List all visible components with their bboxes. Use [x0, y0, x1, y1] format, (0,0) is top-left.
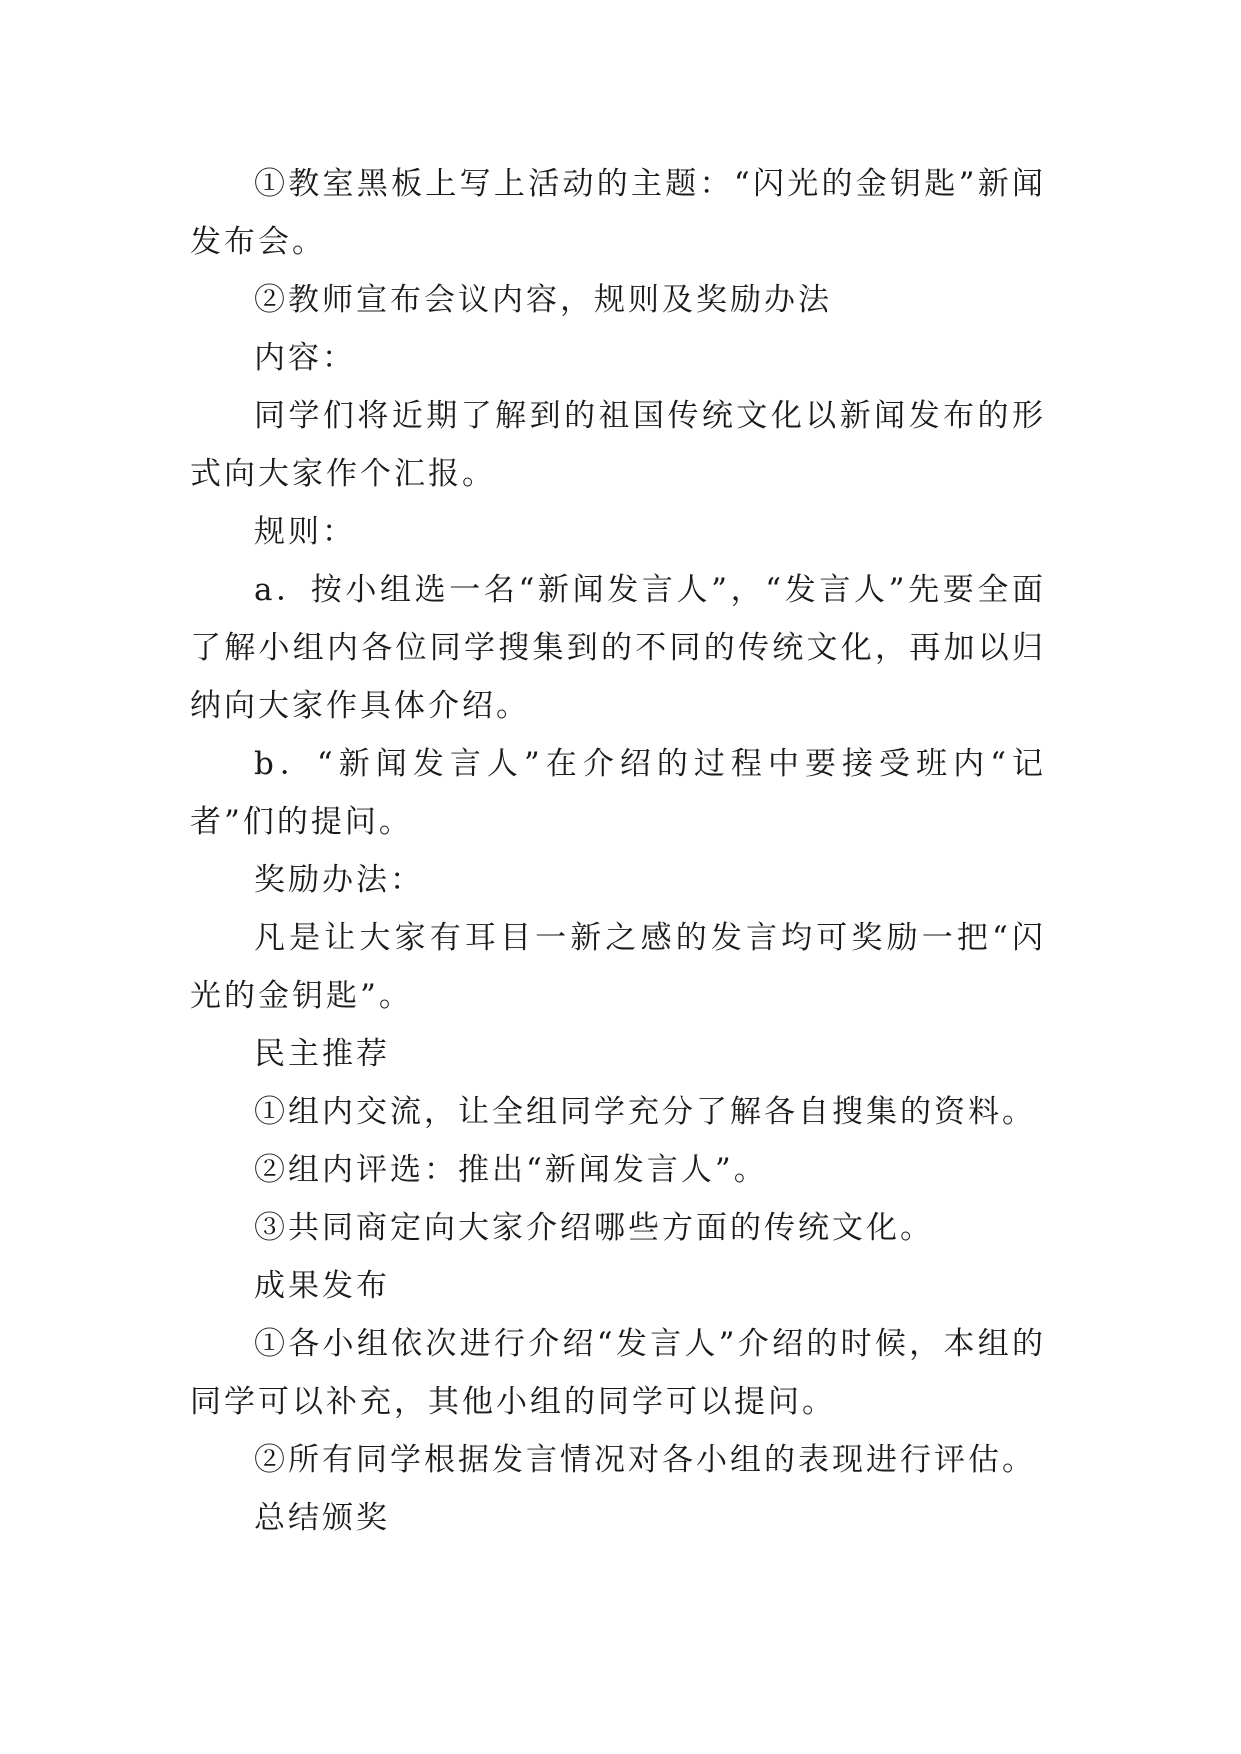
paragraph-theme: ①教室黑板上写上活动的主题：“闪光的金钥匙”新闻发布会。	[190, 166, 1046, 260]
document-body	[190, 155, 1046, 1547]
heading-recommendation: 民主推荐	[254, 1036, 390, 1072]
paragraph-rewards: 凡是让大家有耳目一新之感的发言均可奖励一把“闪光的金钥匙”。	[190, 920, 1046, 1014]
paragraph-decide: ③共同商定向大家介绍哪些方面的传统文化。	[254, 1210, 934, 1246]
paragraph-evaluate: ②所有同学根据发言情况对各小组的表现进行评估。	[254, 1442, 1036, 1478]
paragraph-selection: ②组内评选：推出“新闻发言人”。	[254, 1152, 768, 1188]
heading-summary: 总结颁奖	[254, 1500, 390, 1536]
paragraph-present: ①各小组依次进行介绍“发言人”介绍的时候，本组的同学可以补充，其他小组的同学可以提问。	[190, 1326, 1046, 1420]
paragraph-exchange: ①组内交流，让全组同学充分了解各自搜集的资料。	[254, 1094, 1036, 1130]
paragraph-rule-a: a．按小组选一名“新闻发言人”，“发言人”先要全面了解小组内各位同学搜集到的不同的传统文化，再加以归纳向大家作具体介绍。	[190, 572, 1046, 724]
heading-rules: 规则：	[254, 514, 356, 550]
paragraph-announce: ②教师宣布会议内容，规则及奖励办法	[254, 282, 832, 318]
paragraph-content: 同学们将近期了解到的祖国传统文化以新闻发布的形式向大家作个汇报。	[190, 398, 1046, 492]
paragraph-rule-b: b．“新闻发言人”在介绍的过程中要接受班内“记者”们的提问。	[190, 746, 1046, 840]
heading-content: 内容：	[254, 340, 356, 376]
heading-rewards: 奖励办法：	[254, 862, 424, 898]
heading-results: 成果发布	[254, 1268, 390, 1304]
